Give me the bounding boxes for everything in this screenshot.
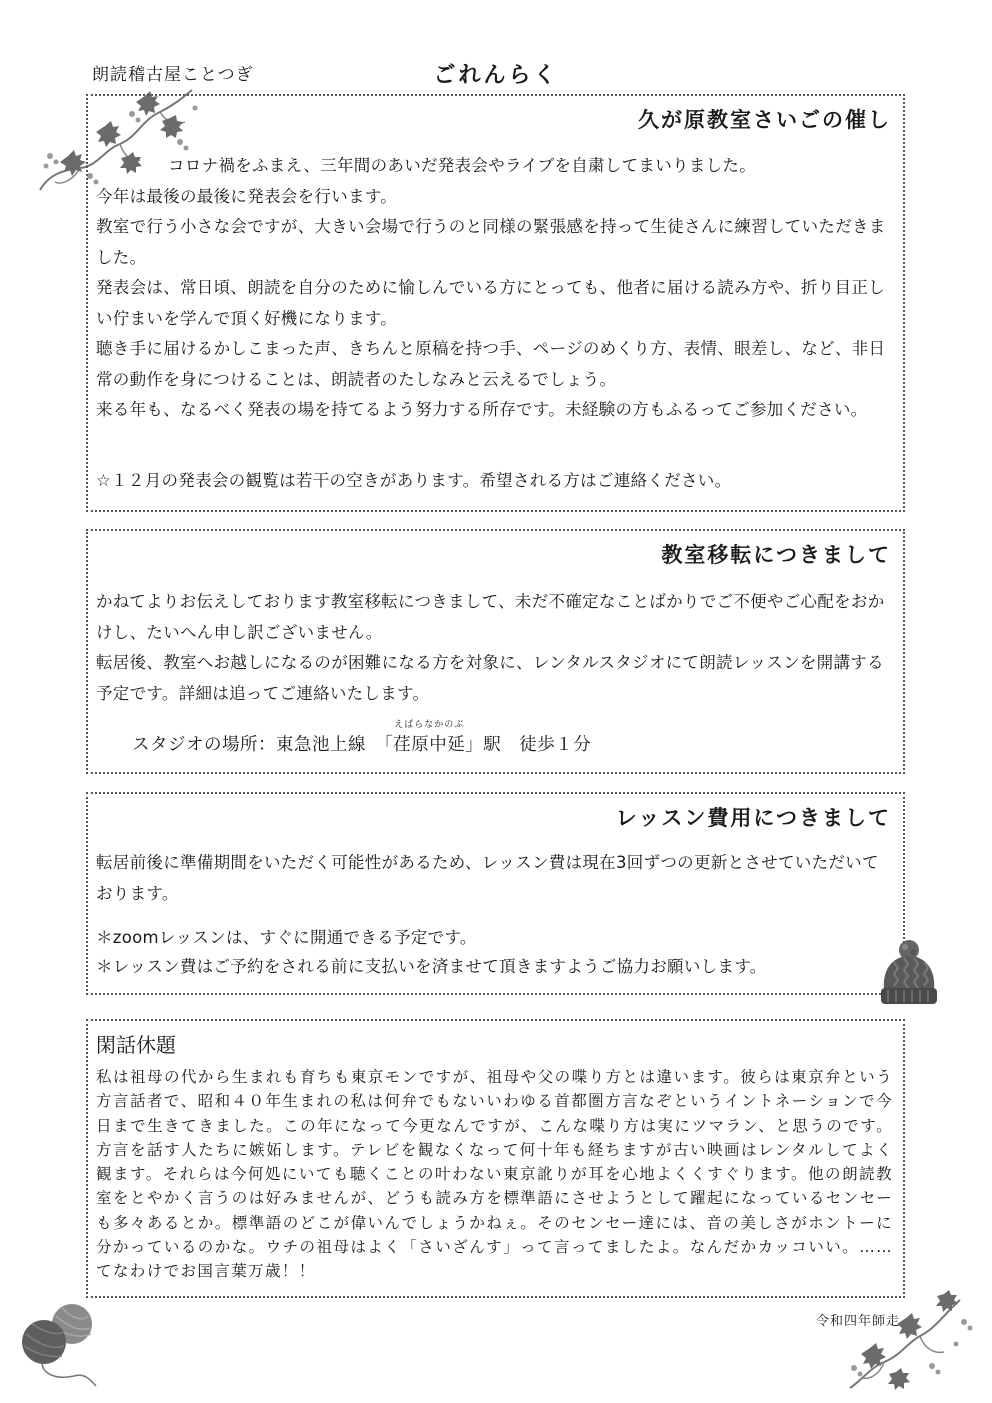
studio-location xyxy=(132,720,592,756)
paragraph: かねてよりお伝えしております教室移転につきまして、未だ不確定なことばかりでご不便やご心配をおかけし、たいへん申し訳ございません。 xyxy=(96,592,885,642)
school-name: 朗読稽古屋ことつぎ xyxy=(92,65,254,85)
paragraph: 転居後、教室へお越しになるのが困難になる方を対象に、レンタルスタジオにて朗読レッスンを開講する予定です。詳細は追ってご連絡いたします。 xyxy=(96,653,884,703)
studio-suffix: 」駅 徒歩１分 xyxy=(465,735,592,755)
section-idle-talk-heading: 閑話休題 xyxy=(96,1033,176,1057)
section-lesson-fees-heading: レッスン費用につきまして xyxy=(615,806,891,830)
studio-prefix: スタジオの場所：東急池上線 「 xyxy=(132,735,394,755)
station-kanji: 荏原中延 xyxy=(393,735,466,755)
section-lesson-fees-body: 転居前後に準備期間をいただく可能性があるため、レッスン費は現在3回ずつの更新とさせていただいております。 xyxy=(96,853,879,903)
section-final-event-body xyxy=(96,151,893,426)
section-lesson-fees xyxy=(86,792,905,995)
paragraph: 来る年も、なるべく発表の場を持てるよう努力する所存です。未経験の方もふるってご参加ください。 xyxy=(96,400,868,419)
station-name xyxy=(393,720,466,756)
section-relocation xyxy=(86,529,905,774)
section-idle-talk xyxy=(86,1019,905,1298)
section-relocation-body xyxy=(96,587,893,709)
holly-vine-decoration-bottom-right xyxy=(840,1288,980,1396)
station-ruby: えばらなかのぶ xyxy=(394,720,465,730)
paragraph: 教室で行う小さな会ですが、大きい会場で行うのと同様の緊張感を持って生徒さんに練習していただきました。 xyxy=(96,217,886,267)
paragraph: コロナ禍をふまえ、三年間のあいだ発表会やライブを自粛してまいりました。 xyxy=(168,156,756,175)
section-final-event xyxy=(86,94,905,512)
section-final-event-note: ☆１２月の発表会の観覧は若干の空きがあります。希望される方はご連絡ください。 xyxy=(96,471,732,490)
note-item: ＊レッスン費はご予約をされる前に支払いを済ませて頂きますようご協力お願いします。 xyxy=(96,957,767,976)
section-relocation-heading: 教室移転につきまして xyxy=(661,543,891,567)
paragraph: 発表会は、常日頃、朗読を自分のために愉しんでいる方にとっても、他者に届ける読み方や、折り目正しい佇まいを学んで頂く好機になります。 xyxy=(96,278,885,328)
section-idle-talk-body: 私は祖母の代から生まれも育ちも東京モンですが、祖母や父の喋り方とは違います。彼らは東京弁という方言話者で、昭和４０年生まれの私は何弁でもないいわゆる首都圏方言なぞというイントネーションで今日まで生きてきました。この年になって今更なんですが、こんな喋り方は実にツマラン、と思うのです。方言を話す人たちに嫉妬します。テレビを観なくなって何十年も経ちますが古い映画はレンタルしてよく観ます。それらは今何処にいても聴くことの叶わない東京訛りが耳を心地よくくすぐります。他の朗読教室をとやかく言うのは好みませんが、どうも読み方を標準語にさせようとして躍起になっているセンセーも多々あるとか。標準語のどこが偉いんでしょうかねぇ。そのセンセー達には、音の美しさがホントーに分かっているのかな。ウチの祖母はよく「さいざんす」って言ってましたよ。なんだかカッコいい。……てなわけでお国言葉万歳！！ xyxy=(96,1068,893,1281)
note-item: ＊zoomレッスンは、すぐに開通できる予定です。 xyxy=(96,928,477,947)
section-final-event-heading: 久が原教室さいごの催し xyxy=(638,108,891,132)
paragraph: 聴き手に届けるかしこまった声、きちんと原稿を持つ手、ページのめくり方、表情、眼差し、など、非日常の動作を身につけることは、朗読者のたしなみと云えるでしょう。 xyxy=(96,339,886,389)
section-lesson-fees-notes xyxy=(96,923,893,981)
issue-date: 令和四年師走 xyxy=(815,1314,900,1329)
paragraph: 今年は最後の最後に発表会を行います。 xyxy=(96,186,398,206)
knit-hat-decoration xyxy=(876,938,942,1010)
document-title: ごれんらく xyxy=(433,63,559,88)
yarn-balls-decoration xyxy=(12,1298,102,1388)
